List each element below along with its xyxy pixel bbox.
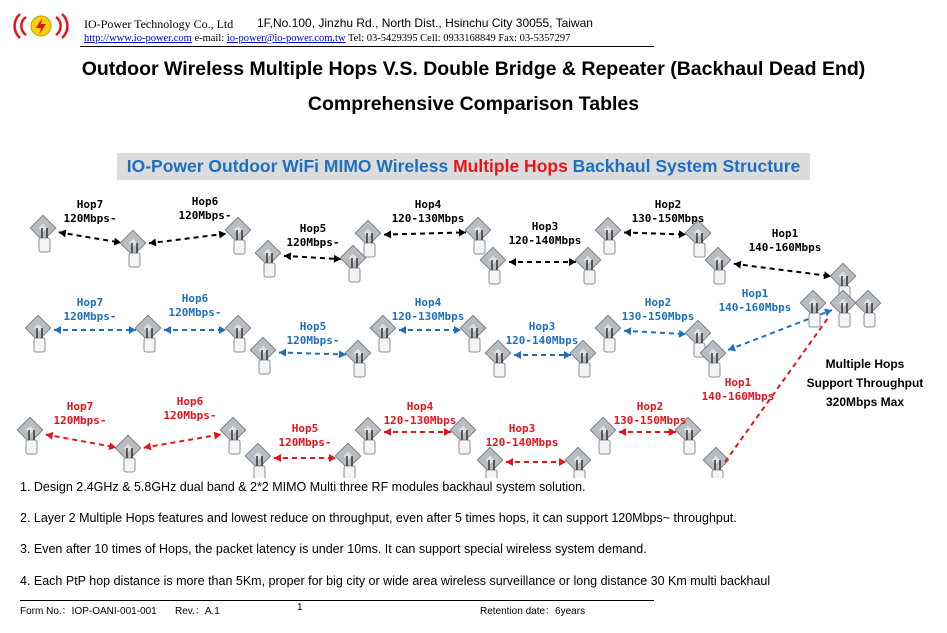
- antenna-unit: [335, 443, 360, 478]
- hop-speed-label: 140-160Mbps: [718, 301, 792, 314]
- feature-item: 2. Layer 2 Multiple Hops features and lowest reduce on throughput, even after 5 times hops, it can support 120Mbps~ throughput.: [20, 511, 737, 525]
- antenna-unit: [590, 417, 615, 454]
- revision: Rev.：A.1: [175, 606, 220, 617]
- phone-numbers: Tel: 03-5429395 Cell: 0933168849 Fax: 03-5357297: [347, 33, 571, 44]
- footer-divider: [20, 600, 654, 601]
- link-arrowhead: [824, 271, 831, 279]
- hop-name-label: Hop1: [741, 287, 769, 300]
- hop-speed-label: 120-140Mbps: [508, 234, 582, 247]
- page-subtitle: Comprehensive Comparison Tables: [307, 93, 640, 115]
- feature-item: 4. Each PtP hop distance is more than 5Km, proper for big city or wide area wireless surveillance or long distance 30 Km multi backhaul: [20, 574, 771, 588]
- hop-name-label: Hop6: [176, 395, 204, 408]
- antenna-unit: [685, 220, 710, 257]
- hop-name-label: Hop6: [191, 195, 219, 208]
- link-arrowhead: [679, 230, 686, 238]
- retention-date: Retention date：6years: [480, 606, 586, 617]
- hop-name-label: Hop5: [291, 422, 319, 435]
- hop-name-label: Hop1: [724, 376, 752, 389]
- hop-speed-label: 120Mbps-: [286, 334, 340, 347]
- company-logo: [12, 8, 70, 44]
- hop-link: [284, 256, 341, 259]
- link-arrowhead: [214, 432, 222, 440]
- link-arrowhead: [46, 432, 54, 440]
- link-arrowhead: [284, 252, 291, 260]
- antenna-unit: [25, 315, 50, 352]
- antenna-unit: [703, 447, 728, 478]
- antenna-unit: [595, 315, 620, 352]
- antenna-unit: [477, 447, 502, 478]
- link-arrowhead: [624, 229, 631, 237]
- hop-name-label: Hop6: [181, 292, 209, 305]
- link-arrowhead: [274, 454, 281, 462]
- hop-speed-label: 130-150Mbps: [631, 212, 705, 225]
- page-title: Outdoor Wireless Multiple Hops V.S. Double Bridge & Repeater (Backhaul Dead End): [81, 58, 866, 80]
- company-address: 1F,No.100, Jinzhu Rd., North Dist., Hsinchu City 30055, Taiwan: [257, 16, 593, 30]
- hop-name-label: Hop7: [76, 198, 104, 211]
- hop-speed-label: 120Mbps-: [168, 306, 222, 319]
- link-arrowhead: [506, 458, 513, 466]
- hop-speed-label: 120-130Mbps: [391, 310, 465, 323]
- banner-text-part3: Backhaul System Structure: [567, 156, 801, 176]
- hop-name-label: Hop2: [636, 400, 664, 413]
- link-arrowhead: [54, 326, 61, 334]
- hop-speed-label: 120Mbps-: [278, 436, 332, 449]
- link-arrowhead: [444, 428, 451, 436]
- link-arrowhead: [728, 344, 736, 351]
- hop-speed-label: 120Mbps-: [178, 209, 232, 222]
- link-arrowhead: [569, 258, 576, 266]
- throughput-note-line: 320Mbps Max: [825, 395, 905, 409]
- hop-link: [46, 435, 116, 448]
- form-number: Form No.：IOP-OANI-001-001: [20, 606, 157, 617]
- link-arrowhead: [669, 428, 676, 436]
- hop-speed-label: 130-150Mbps: [621, 310, 695, 323]
- hop-link: [734, 264, 831, 276]
- throughput-note: [790, 355, 940, 412]
- antenna-unit: [250, 337, 275, 374]
- hop-name-label: Hop7: [76, 296, 104, 309]
- banner-text-highlight: Multiple Hops: [453, 156, 568, 176]
- hop-speed-label: 120Mbps-: [286, 236, 340, 249]
- link-arrowhead: [399, 326, 406, 334]
- link-arrowhead: [564, 351, 571, 359]
- link-arrowhead: [509, 258, 516, 266]
- link-arrowhead: [559, 458, 566, 466]
- antenna-unit: [220, 417, 245, 454]
- link-arrowhead: [384, 428, 391, 436]
- hop-name-label: Hop4: [406, 400, 434, 413]
- hop-name-label: Hop7: [66, 400, 94, 413]
- hop-link: [59, 232, 121, 242]
- link-arrowhead: [329, 454, 336, 462]
- link-arrowhead: [114, 238, 122, 246]
- link-arrowhead: [129, 326, 136, 334]
- link-arrowhead: [339, 350, 346, 358]
- hop-speed-label: 120-140Mbps: [505, 334, 579, 347]
- link-arrowhead: [164, 326, 171, 334]
- antenna-unit: [595, 217, 620, 254]
- antenna-unit: [225, 315, 250, 352]
- antenna-unit: [705, 247, 730, 284]
- hop-link: [149, 234, 226, 244]
- hop-link: [144, 434, 221, 447]
- link-arrowhead: [219, 326, 226, 334]
- link-arrowhead: [384, 230, 391, 238]
- hop-name-label: Hop3: [531, 220, 559, 233]
- hop-name-label: Hop2: [654, 198, 682, 211]
- link-arrowhead: [619, 428, 626, 436]
- feature-item: 3. Even after 10 times of Hops, the packet latency is under 10ms. It can support special wireless system demand.: [20, 542, 647, 556]
- antenna-unit: [355, 417, 380, 454]
- hop-link: [624, 232, 686, 234]
- email-label: e-mail:: [194, 33, 225, 44]
- antenna-unit: [120, 230, 145, 267]
- hop-link: [279, 352, 346, 354]
- website-link[interactable]: http://www.io-power.com: [84, 33, 192, 44]
- antenna-unit: [30, 215, 55, 252]
- hop-name-label: Hop5: [299, 222, 327, 235]
- hop-speed-label: 120Mbps-: [63, 310, 117, 323]
- antenna-unit: [575, 247, 600, 284]
- link-arrowhead: [279, 349, 286, 357]
- antenna-unit: [115, 435, 140, 472]
- link-arrowhead: [624, 327, 631, 335]
- link-arrowhead: [334, 255, 341, 263]
- structure-banner: [117, 153, 810, 180]
- hop-name-label: Hop4: [414, 296, 442, 309]
- email-link[interactable]: io-power@io-power.com.tw: [226, 33, 346, 44]
- link-arrowhead: [514, 351, 521, 359]
- hops-diagram: [0, 180, 947, 478]
- hop-speed-label: 120-130Mbps: [383, 414, 457, 427]
- antenna-unit: [225, 217, 250, 254]
- header-divider: [80, 46, 654, 47]
- hop-link: [384, 232, 466, 234]
- feature-item: 1. Design 2.4GHz & 5.8GHz dual band & 2*2 MIMO Multi three RF modules backhaul system solution.: [20, 480, 586, 494]
- hop-speed-label: 120Mbps-: [63, 212, 117, 225]
- antenna-unit: [135, 315, 160, 352]
- hop-speed-label: 120Mbps-: [53, 414, 107, 427]
- hop-name-label: Hop3: [508, 422, 536, 435]
- antenna-unit: [340, 245, 365, 282]
- link-arrowhead: [454, 326, 461, 334]
- antenna-unit: [245, 443, 270, 478]
- hop-name-label: Hop5: [299, 320, 327, 333]
- hop-speed-label: 130-150Mbps: [613, 414, 687, 427]
- hop-name-label: Hop2: [644, 296, 672, 309]
- hop-name-label: Hop4: [414, 198, 442, 211]
- antenna-unit: [830, 290, 855, 327]
- antenna-unit: [565, 447, 590, 478]
- antenna-unit: [345, 340, 370, 377]
- hop-name-label: Hop3: [528, 320, 556, 333]
- hop-speed-label: 140-160Mbps: [748, 241, 822, 254]
- contact-line: [84, 33, 570, 44]
- hop-name-label: Hop1: [771, 227, 799, 240]
- hop-speed-label: 120-140Mbps: [485, 436, 559, 449]
- company-name: IO-Power Technology Co., Ltd: [84, 17, 234, 31]
- throughput-note-line: Support Throughput: [806, 376, 924, 390]
- throughput-note-line: Multiple Hops: [825, 357, 905, 371]
- antenna-unit: [855, 290, 880, 327]
- hop-speed-label: 120-130Mbps: [391, 212, 465, 225]
- hop-link: [624, 331, 686, 334]
- banner-text-part1: IO-Power Outdoor WiFi MIMO Wireless: [126, 156, 454, 176]
- hop-speed-label: 140-160Mbps: [701, 390, 775, 403]
- antenna-unit: [17, 417, 42, 454]
- antenna-unit: [465, 217, 490, 254]
- antenna-unit: [255, 240, 280, 277]
- link-arrowhead: [824, 309, 832, 316]
- link-arrowhead: [679, 330, 686, 338]
- page-number: 1: [297, 602, 303, 613]
- link-arrowhead: [109, 442, 117, 450]
- hop-speed-label: 120Mbps-: [163, 409, 217, 422]
